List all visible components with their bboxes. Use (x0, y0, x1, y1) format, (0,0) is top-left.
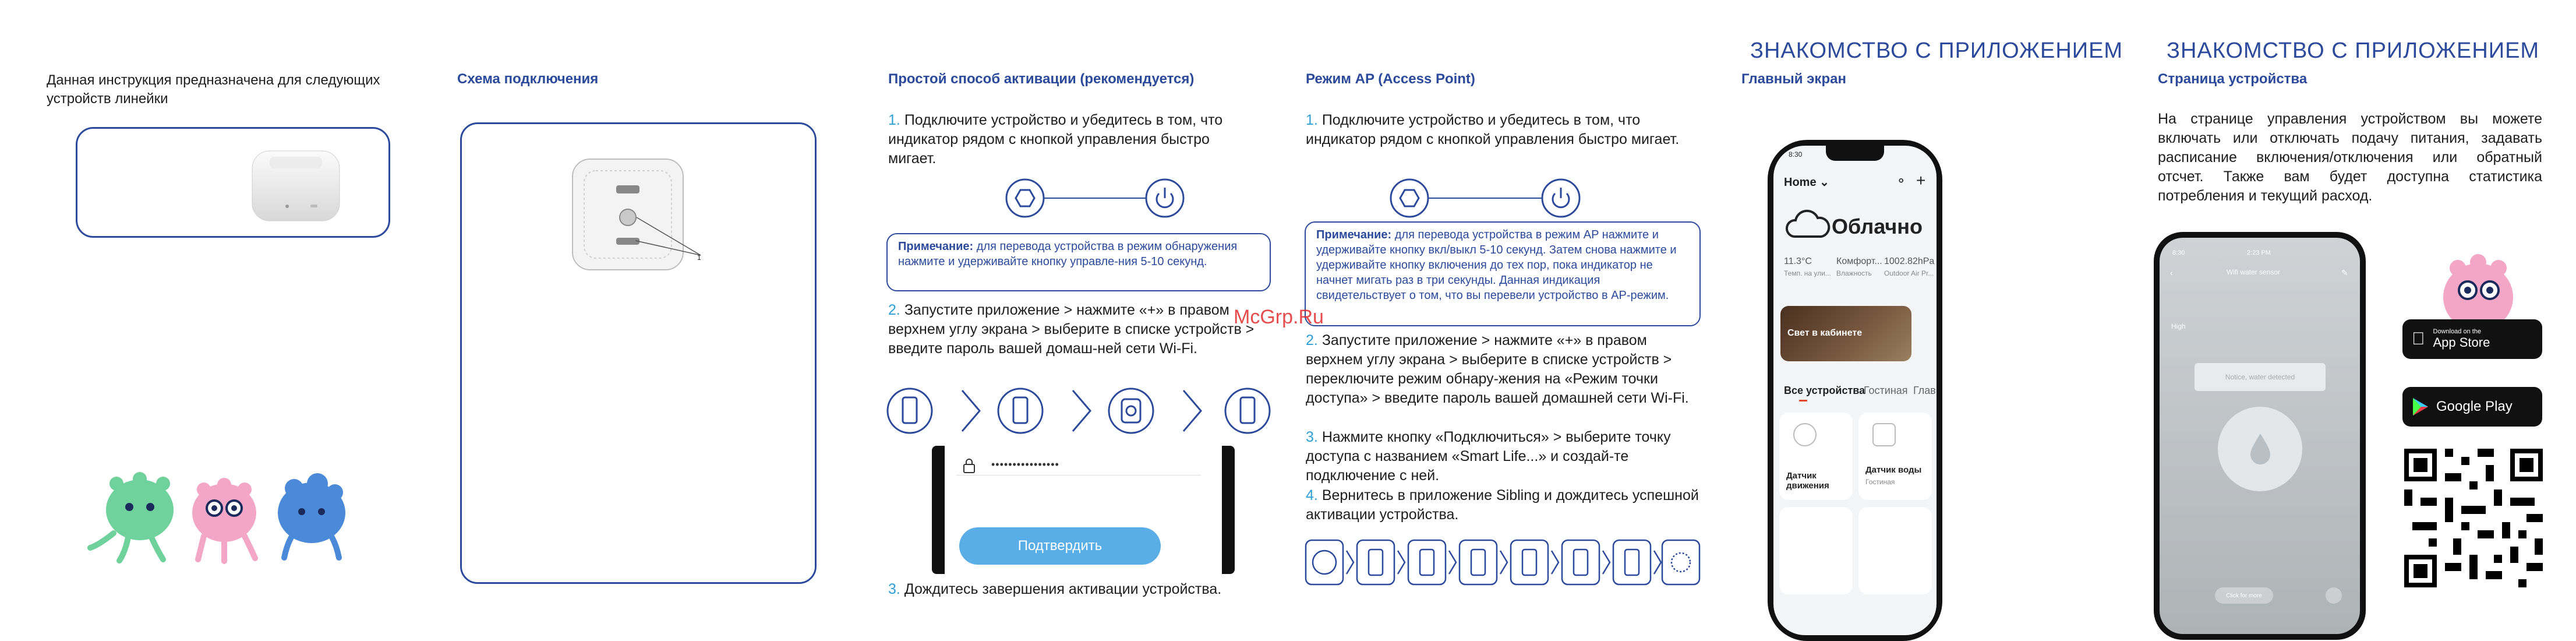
device-card-water[interactable] (1858, 413, 1932, 500)
easy-indicator-icons (990, 175, 1200, 221)
main-screen-phone (1768, 140, 1942, 641)
easy-phone-crop (932, 446, 1235, 574)
cloud-icon (1784, 209, 1831, 244)
home-selector[interactable]: Home ⌄ (1784, 176, 1829, 189)
easy-steps-icons (886, 385, 1271, 437)
device-frame (76, 127, 390, 238)
ap-step-4: 4. Вернитесь в приложение Sibling и дождитесь успешной активации устройства. (1306, 487, 1699, 523)
notch (1826, 146, 1884, 161)
weather-label: Облачно (1832, 214, 1923, 238)
green-mascot (90, 472, 174, 561)
scheme-frame (460, 122, 817, 584)
watermark: McGrp.Ru (1234, 306, 1324, 328)
comfort-value: Комфорт... (1836, 256, 1882, 266)
app-store-badge[interactable]: Download on the App Store (2402, 319, 2542, 359)
ap-mode-title: Режим AP (Access Point) (1306, 71, 1475, 87)
status-time: 8:30 (1789, 150, 1803, 159)
easy-step-2: 2. Запустите приложение > нажмите «+» в правом верхнем углу экрана > выберите в списке устройств > введите пароль вашей домаш-ней сети Wi-Fi. (888, 302, 1255, 357)
intro-text: Данная инструкция предназначена для следующих устройств линейки (47, 72, 380, 107)
easy-mode-title: Простой способ активации (рекомендуется) (888, 71, 1195, 87)
ap-note: Примечание: для перевода устройства в режим AP нажмите и удерживайте кнопку вкл/выкл 5-10 секунд. Затем снова нажмите и удерживайте кнопку включения до тех пор, пока индикатор не начнет мигать раз в три секунды. Данная индикация свидетельствует о том, что вы перевели устройство в AP-режим. (1305, 221, 1701, 326)
microphone-icon[interactable]: ⚬ (1896, 174, 1907, 188)
ap-indicator-icons (1386, 175, 1596, 221)
tab-indicator (1799, 400, 1807, 401)
confirm-button[interactable]: Подтвердить (959, 527, 1161, 565)
tab-all-devices[interactable]: Все устройства (1784, 385, 1865, 396)
pressure-value: 1002.82hPa (1884, 256, 1935, 266)
scene-label: Свет в кабинете (1787, 328, 1863, 338)
device-room: Гостиная (1865, 478, 1895, 486)
easy-step-1: 1. Подключите устройство и убедитесь в том, что индикатор рядом с кнопкой управления быстро мигает. (888, 112, 1223, 167)
ap-step-1: 1. Подключите устройство и убедитесь в том, что индикатор рядом с кнопкой управления быстро мигает. (1306, 112, 1680, 147)
edit-icon[interactable]: ✎ (2341, 268, 2348, 277)
pressure-label: Outdoor Air Pr... (1884, 269, 1934, 277)
ap-step-3: 3. Нажмите кнопку «Подключиться» > выберите точку доступа с названием «Smart Life...» и создай-те подключение с ней. (1306, 429, 1671, 484)
settings-icon[interactable] (2326, 587, 2342, 604)
mascots-illustration (87, 466, 361, 565)
scheme-title: Схема подключения (457, 71, 599, 87)
tab-more-room[interactable]: Глав (1913, 385, 1936, 396)
qr-code (2404, 449, 2543, 587)
scheme-callout: 1 (697, 253, 701, 262)
device-header: Wifi water sensor (2227, 268, 2281, 276)
ap-steps-icons (1305, 539, 1701, 586)
google-play-badge[interactable]: Google Play (2402, 387, 2542, 427)
device-card-motion[interactable] (1779, 413, 1853, 500)
ap-step-2: 2. Запустите приложение > нажмите «+» в правом верхнем углу экрана > выберите в списке устройств > переключите режим обнару-жения на «Режим точки доступа» > введите пароль вашей домашней сети Wi-Fi. (1306, 332, 1689, 406)
lock-icon (962, 457, 976, 474)
tab-living-room[interactable]: Гостиная (1864, 385, 1908, 396)
battery-high-label: High (2171, 322, 2186, 330)
device-page-phone (2154, 232, 2366, 640)
more-button[interactable]: Click for more (2215, 587, 2273, 604)
device-page-display (2160, 238, 2360, 634)
device-card[interactable] (1858, 507, 1932, 594)
comfort-label: Влажность (1836, 269, 1872, 277)
temp-label: Темп. на ули... (1784, 269, 1831, 277)
password-field[interactable]: •••••••••••••••• (991, 459, 1059, 470)
status-time: 8:30 (2172, 249, 2185, 256)
device-name: Датчик воды (1865, 465, 1922, 475)
pink-mascot (192, 478, 256, 561)
easy-phone-screen (945, 446, 1222, 574)
alert-status: Notice, water detected (2195, 363, 2326, 391)
temp-value: 11.3°C (1784, 256, 1812, 266)
water-sensor-icon (1872, 423, 1896, 446)
sensor-back-diagram (567, 153, 718, 305)
blue-mascot (278, 473, 345, 558)
app-intro-title-2: ЗНАКОМСТВО С ПРИЛОЖЕНИЕМ (2167, 38, 2540, 63)
apple-icon (2412, 329, 2425, 349)
device-name: Датчик движения (1786, 471, 1829, 491)
easy-step-3: 3. Дождитесь завершения активации устройства. (888, 581, 1222, 597)
add-icon[interactable]: + (1916, 171, 1926, 189)
easy-note: Примечание: для перевода устройства в режим обнаружения нажмите и удерживайте кнопку управле-ния 5-10 секунд. (886, 233, 1271, 291)
device-page-subtitle: Страница устройства (2158, 71, 2308, 87)
device-card[interactable] (1779, 507, 1853, 594)
divider (956, 475, 1201, 476)
status-clock: 2:23 PM (2247, 249, 2271, 256)
water-sensor-image (246, 139, 345, 227)
main-screen-subtitle: Главный экран (1741, 71, 1846, 87)
google-play-icon (2412, 397, 2429, 417)
motion-sensor-icon (1793, 423, 1817, 446)
status-circle (2218, 407, 2302, 491)
app-intro-title: ЗНАКОМСТВО С ПРИЛОЖЕНИЕМ (1750, 38, 2123, 63)
chevron-down-icon: ⌄ (1819, 176, 1829, 189)
water-drop-icon (2248, 431, 2273, 466)
scene-card[interactable] (1780, 306, 1911, 361)
main-screen-display (1773, 146, 1937, 635)
back-icon[interactable]: ‹ (2170, 268, 2173, 277)
device-page-text: На странице управления устройством вы можете включать или отключать подачу питания, задавать расписание включения/отключения или обратный отсчет. Также вам будет доступна статистика потребления и текущий расход. (2158, 111, 2542, 204)
